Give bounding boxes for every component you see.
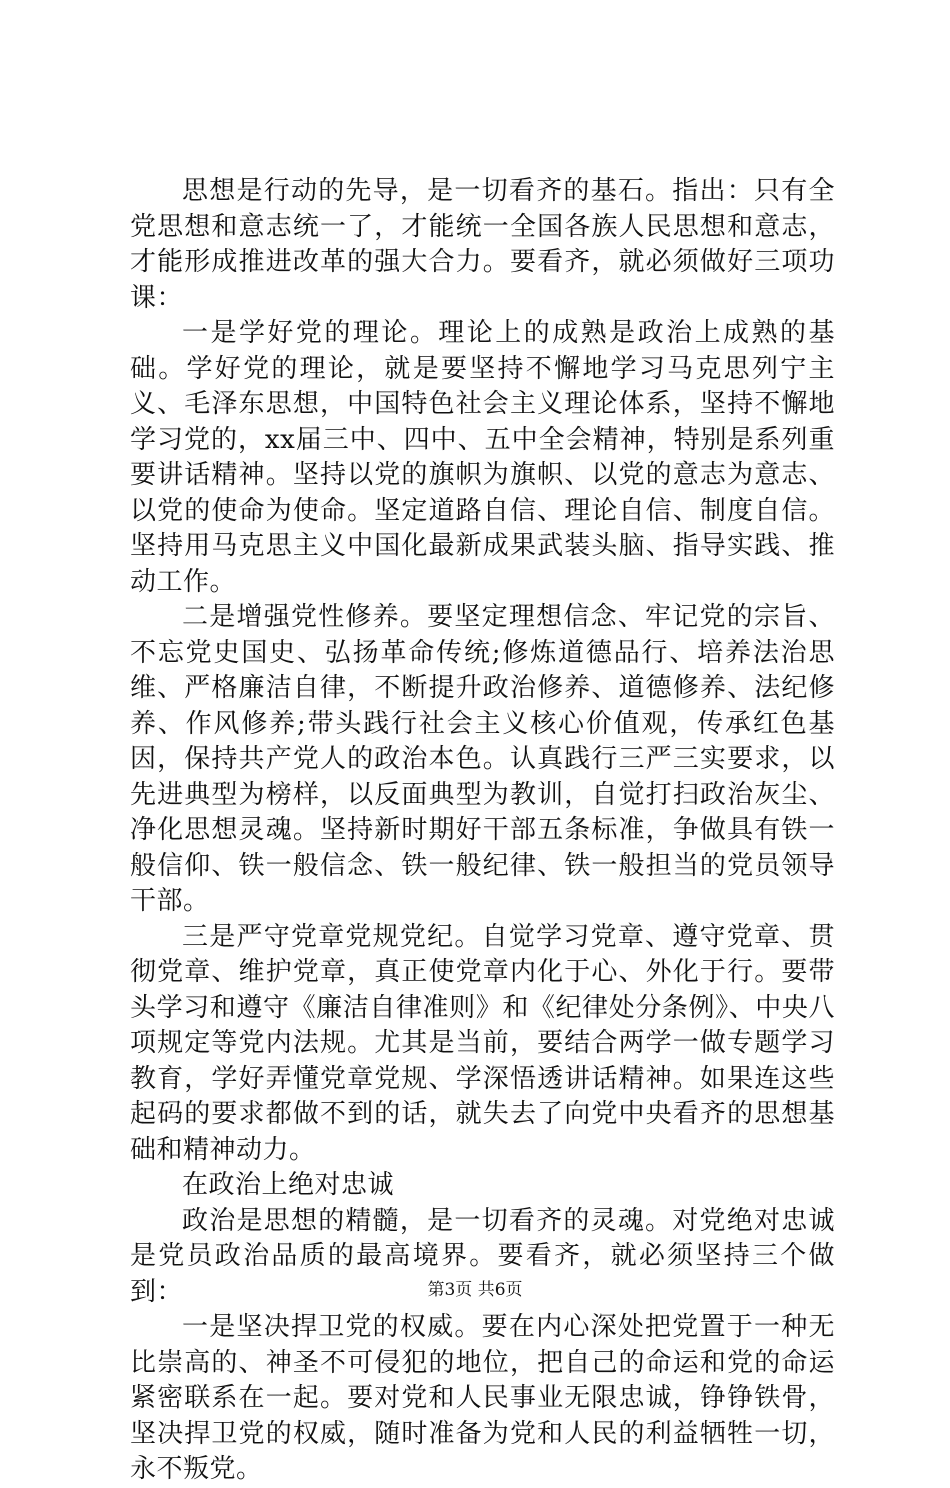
paragraph-defend-authority: 一是坚决捍卫党的权威。要在内心深处把党置于一种无比崇高的、神圣不可侵犯的地位，把自己的命运和党的命运紧密联系在一起。要对党和人民事业无限忠诚，铮铮铁骨，坚决捍卫党的权威，随时准备为党和人民的利益牺牲一切，永不叛党。 (130, 1312, 835, 1484)
paragraph-study-theory: 一是学好党的理论。理论上的成熟是政治上成熟的基础。学好党的理论，就是要坚持不懈地学习马克思列宁主义、毛泽东思想，中国特色社会主义理论体系，坚持不懈地学习党的，xx届三中、四中、五中全会精神，特别是系列重要讲话精神。坚持以党的旗帜为旗帜、以党的意志为意志、以党的使命为使命。坚定道路自信、理论自信、制度自信。坚持用马克思主义中国化最新成果武装头脑、指导实践、推动工作。 (130, 318, 835, 597)
section-heading-political-loyalty: 在政治上绝对忠诚 (182, 1170, 395, 1200)
paragraph-party-rules: 三是严守党章党规党纪。自觉学习党章、遵守党章、贯彻党章、维护党章，真正使党章内化于心、外化于行。要带头学习和遵守《廉洁自律准则》和《纪律处分条例》、中央八项规定等党内法规。尤其是当前，要结合两学一做专题学习教育，学好弄懂党章党规、学深悟透讲话精神。如果连这些起码的要求都做不到的话，就失去了向党中央看齐的思想基础和精神动力。 (130, 921, 835, 1165)
page-number-footer: 第3页 共6页 (427, 1280, 523, 1300)
paragraph-party-spirit: 二是增强党性修养。要坚定理想信念、牢记党的宗旨、不忘党史国史、弘扬革命传统;修炼道德品行、培养法治思维、严格廉洁自律，不断提升政治修养、道德修养、法纪修养、作风修养;带头践行社会主义核心价值观，传承红色基因，保持共产党人的政治本色。认真践行三严三实要求，以先进典型为榜样，以反面典型为教训，自觉打扫政治灰尘、净化思想灵魂。坚持新时期好干部五条标准，争做具有铁一般信仰、铁一般信念、铁一般纪律、铁一般担当的党员领导干部。 (130, 602, 835, 916)
paragraph-politics-essence: 政治是思想的精髓，是一切看齐的灵魂。对党绝对忠诚是党员政治品质的最高境界。要看齐，就必须坚持三个做到： (130, 1205, 835, 1307)
paragraph-thought-foundation: 思想是行动的先导，是一切看齐的基石。指出：只有全党思想和意志统一了，才能统一全国各族人民思想和意志，才能形成推进改革的强大合力。要看齐，就必须做好三项功课： (130, 176, 835, 313)
